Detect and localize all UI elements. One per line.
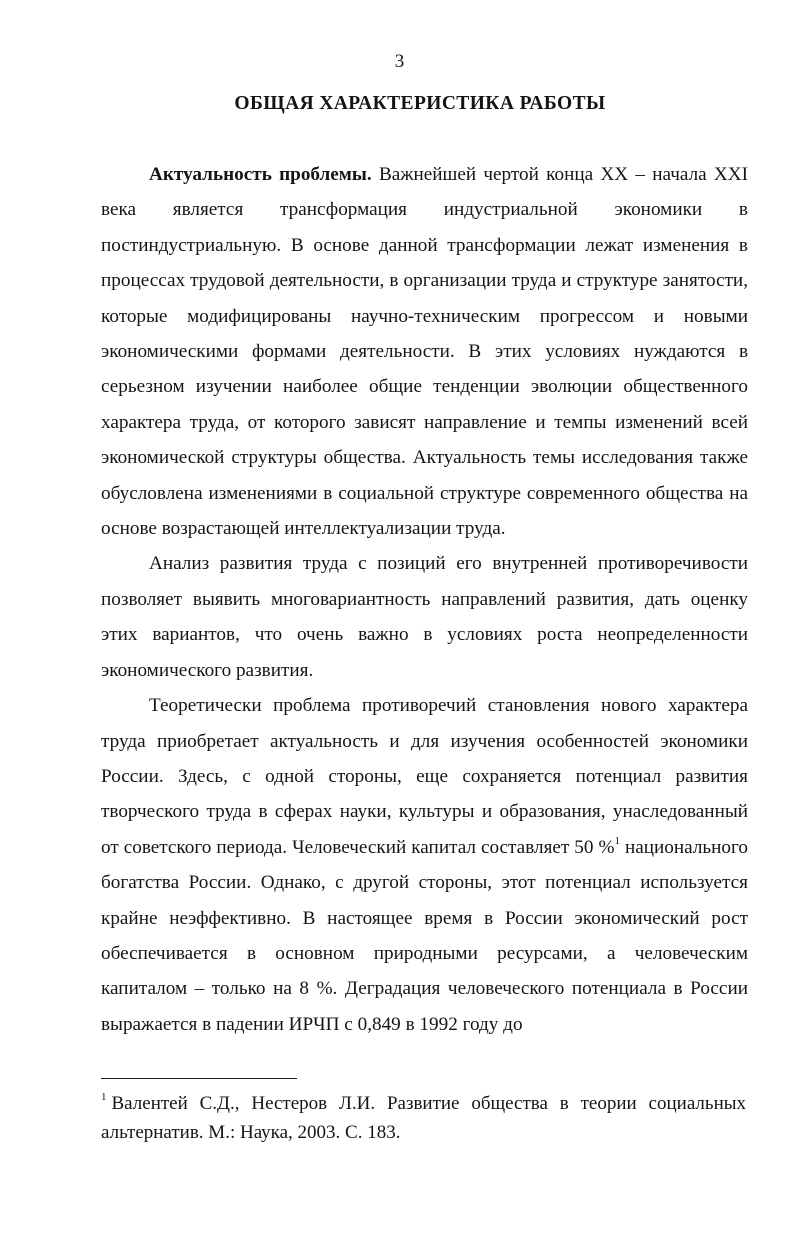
paragraph-lead-heading: Актуальность проблемы. [149, 164, 372, 185]
paragraph-text-before-ref: Теоретически проблема противоречий становления нового характера труда приобретает актуальность и для изучения особенностей экономики России. Здесь, с одной стороны, еще сохраняется потенциал развития творческого труда в сферах науки, культуры и образования, унаследованный от советского периода. Человеческий капитал составляет 50 % [101, 695, 748, 858]
footnote-mark: 1 [101, 1091, 107, 1103]
footnote-text: Валентей С.Д., Нестеров Л.И. Развитие общества в теории социальных альтернатив. М.: Наука, 2003. С. 183. [101, 1093, 746, 1143]
main-text [101, 157, 748, 1042]
paragraph-text: Важнейшей чертой конца XX – начала XXI века является трансформация индустриальной экономики в постиндустриальную. В основе данной трансформации лежат изменения в процессах трудовой деятельности, в организации труда и структуре занятости, которые модифицированы научно-техническим прогрессом и новыми экономическими формами деятельности. В этих условиях нуждаются в серьезном изучении наиболее общие тенденции эволюции общественного характера труда, от которого зависят направление и темпы изменений всей экономической структуры общества. Актуальность темы исследования также обусловлена изменениями в социальной структуре современного общества на основе возрастающей интеллектуализации труда. [101, 164, 749, 540]
paragraph-relevance [101, 157, 748, 546]
footnote-reference[interactable]: 1 [614, 834, 620, 847]
page-title: ОБЩАЯ ХАРАКТЕРИСТИКА РАБОТЫ [234, 93, 606, 114]
footnote [101, 1089, 746, 1147]
footnote-divider [101, 1078, 297, 1079]
paragraph-text-after-ref: национального богатства России. Однако, с другой стороны, этот потенциал используется крайне неэффективно. В настоящее время в России экономический рост обеспечивается в основном природными ресурсами, а человеческим капиталом – только на 8 %. Деградация человеческого потенциала в России выражается в падении ИРЧП с 0,849 в 1992 году до [101, 836, 749, 1035]
page-number: 3 [394, 51, 405, 72]
paragraph-theory [101, 688, 748, 1042]
paragraph-analysis: Анализ развития труда с позиций его внутренней противоречивости позволяет выявить многовариантность направлений развития, дать оценку этих вариантов, что очень важно в условиях роста неопределенности экономического развития. [101, 553, 748, 681]
